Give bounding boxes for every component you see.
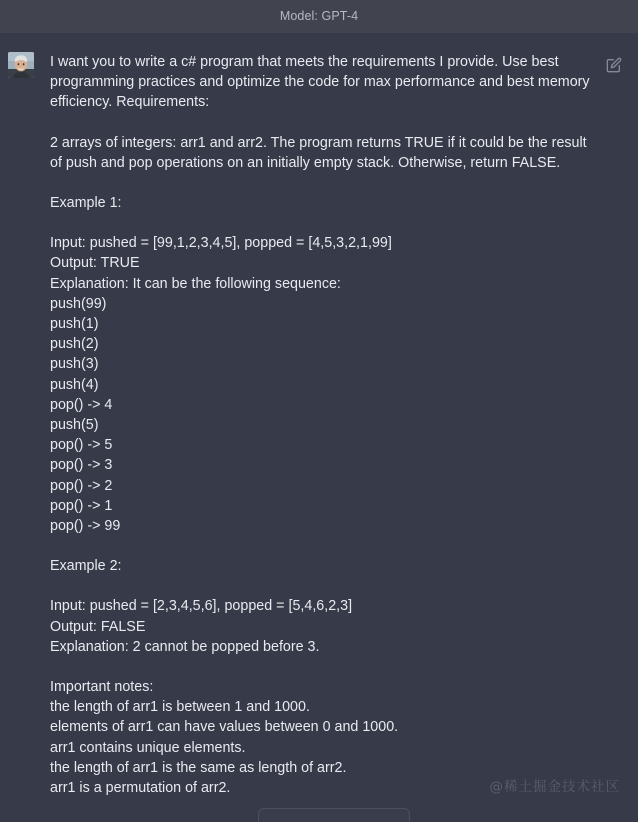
line: the length of arr1 is between 1 and 1000. (50, 699, 310, 716)
avatar (8, 52, 34, 78)
line: Output: FALSE (50, 618, 146, 635)
line: pop() -> 1 (50, 497, 113, 514)
edit-message-button[interactable] (604, 55, 624, 75)
user-message-row (0, 33, 638, 822)
line: Explanation: 2 cannot be popped before 3. (50, 638, 320, 655)
edit-square-pencil-icon (606, 57, 622, 73)
line: elements of arr1 can have values between 0 and 1000. (50, 719, 399, 736)
line: arr1 contains unique elements. (50, 739, 246, 756)
line: push(2) (50, 336, 99, 353)
model-header-bar (0, 0, 638, 33)
line: Input: pushed = [2,3,4,5,6], popped = [5,4,6,2,3] (50, 598, 353, 615)
line: push(99) (50, 295, 107, 312)
regenerate-response-button[interactable] (258, 808, 410, 822)
line: Important notes: (50, 679, 154, 696)
paragraph-requirements: 2 arrays of integers: arr1 and arr2. The program returns TRUE if it could be the result of push and pop operations on an initially empty stack. Otherwise, return FALSE. (50, 134, 587, 171)
line: push(3) (50, 356, 99, 373)
paragraph-example1-body (50, 233, 590, 536)
line: pop() -> 99 (50, 518, 121, 535)
paragraph-intro: I want you to write a c# program that meets the requirements I provide. Use best programming practices and optimize the code for max performance and best memory efficiency. Requirements: (50, 54, 590, 111)
message-content (50, 52, 590, 818)
line: arr1 is a permutation of arr2. (50, 780, 231, 797)
paragraph-example1-heading: Example 1: (50, 195, 122, 212)
paragraph-example2-body (50, 596, 590, 657)
line: pop() -> 5 (50, 437, 113, 454)
model-title-label: Model: GPT-4 (279, 9, 359, 23)
watermark-label: @稀土掘金技术社区 (489, 779, 620, 795)
line: Output: TRUE (50, 255, 140, 272)
line: pop() -> 3 (50, 457, 113, 474)
line: push(1) (50, 316, 99, 333)
paragraph-example2-heading: Example 2: (50, 558, 122, 575)
line: push(5) (50, 417, 99, 434)
line: the length of arr1 is the same as length of arr2. (50, 759, 347, 776)
line: Explanation: It can be the following sequence: (50, 275, 341, 292)
avatar-photo-icon (8, 52, 34, 78)
line: pop() -> 4 (50, 396, 113, 413)
line: pop() -> 2 (50, 477, 113, 494)
line: push(4) (50, 376, 99, 393)
line: Input: pushed = [99,1,2,3,4,5], popped = [4,5,3,2,1,99] (50, 235, 392, 252)
